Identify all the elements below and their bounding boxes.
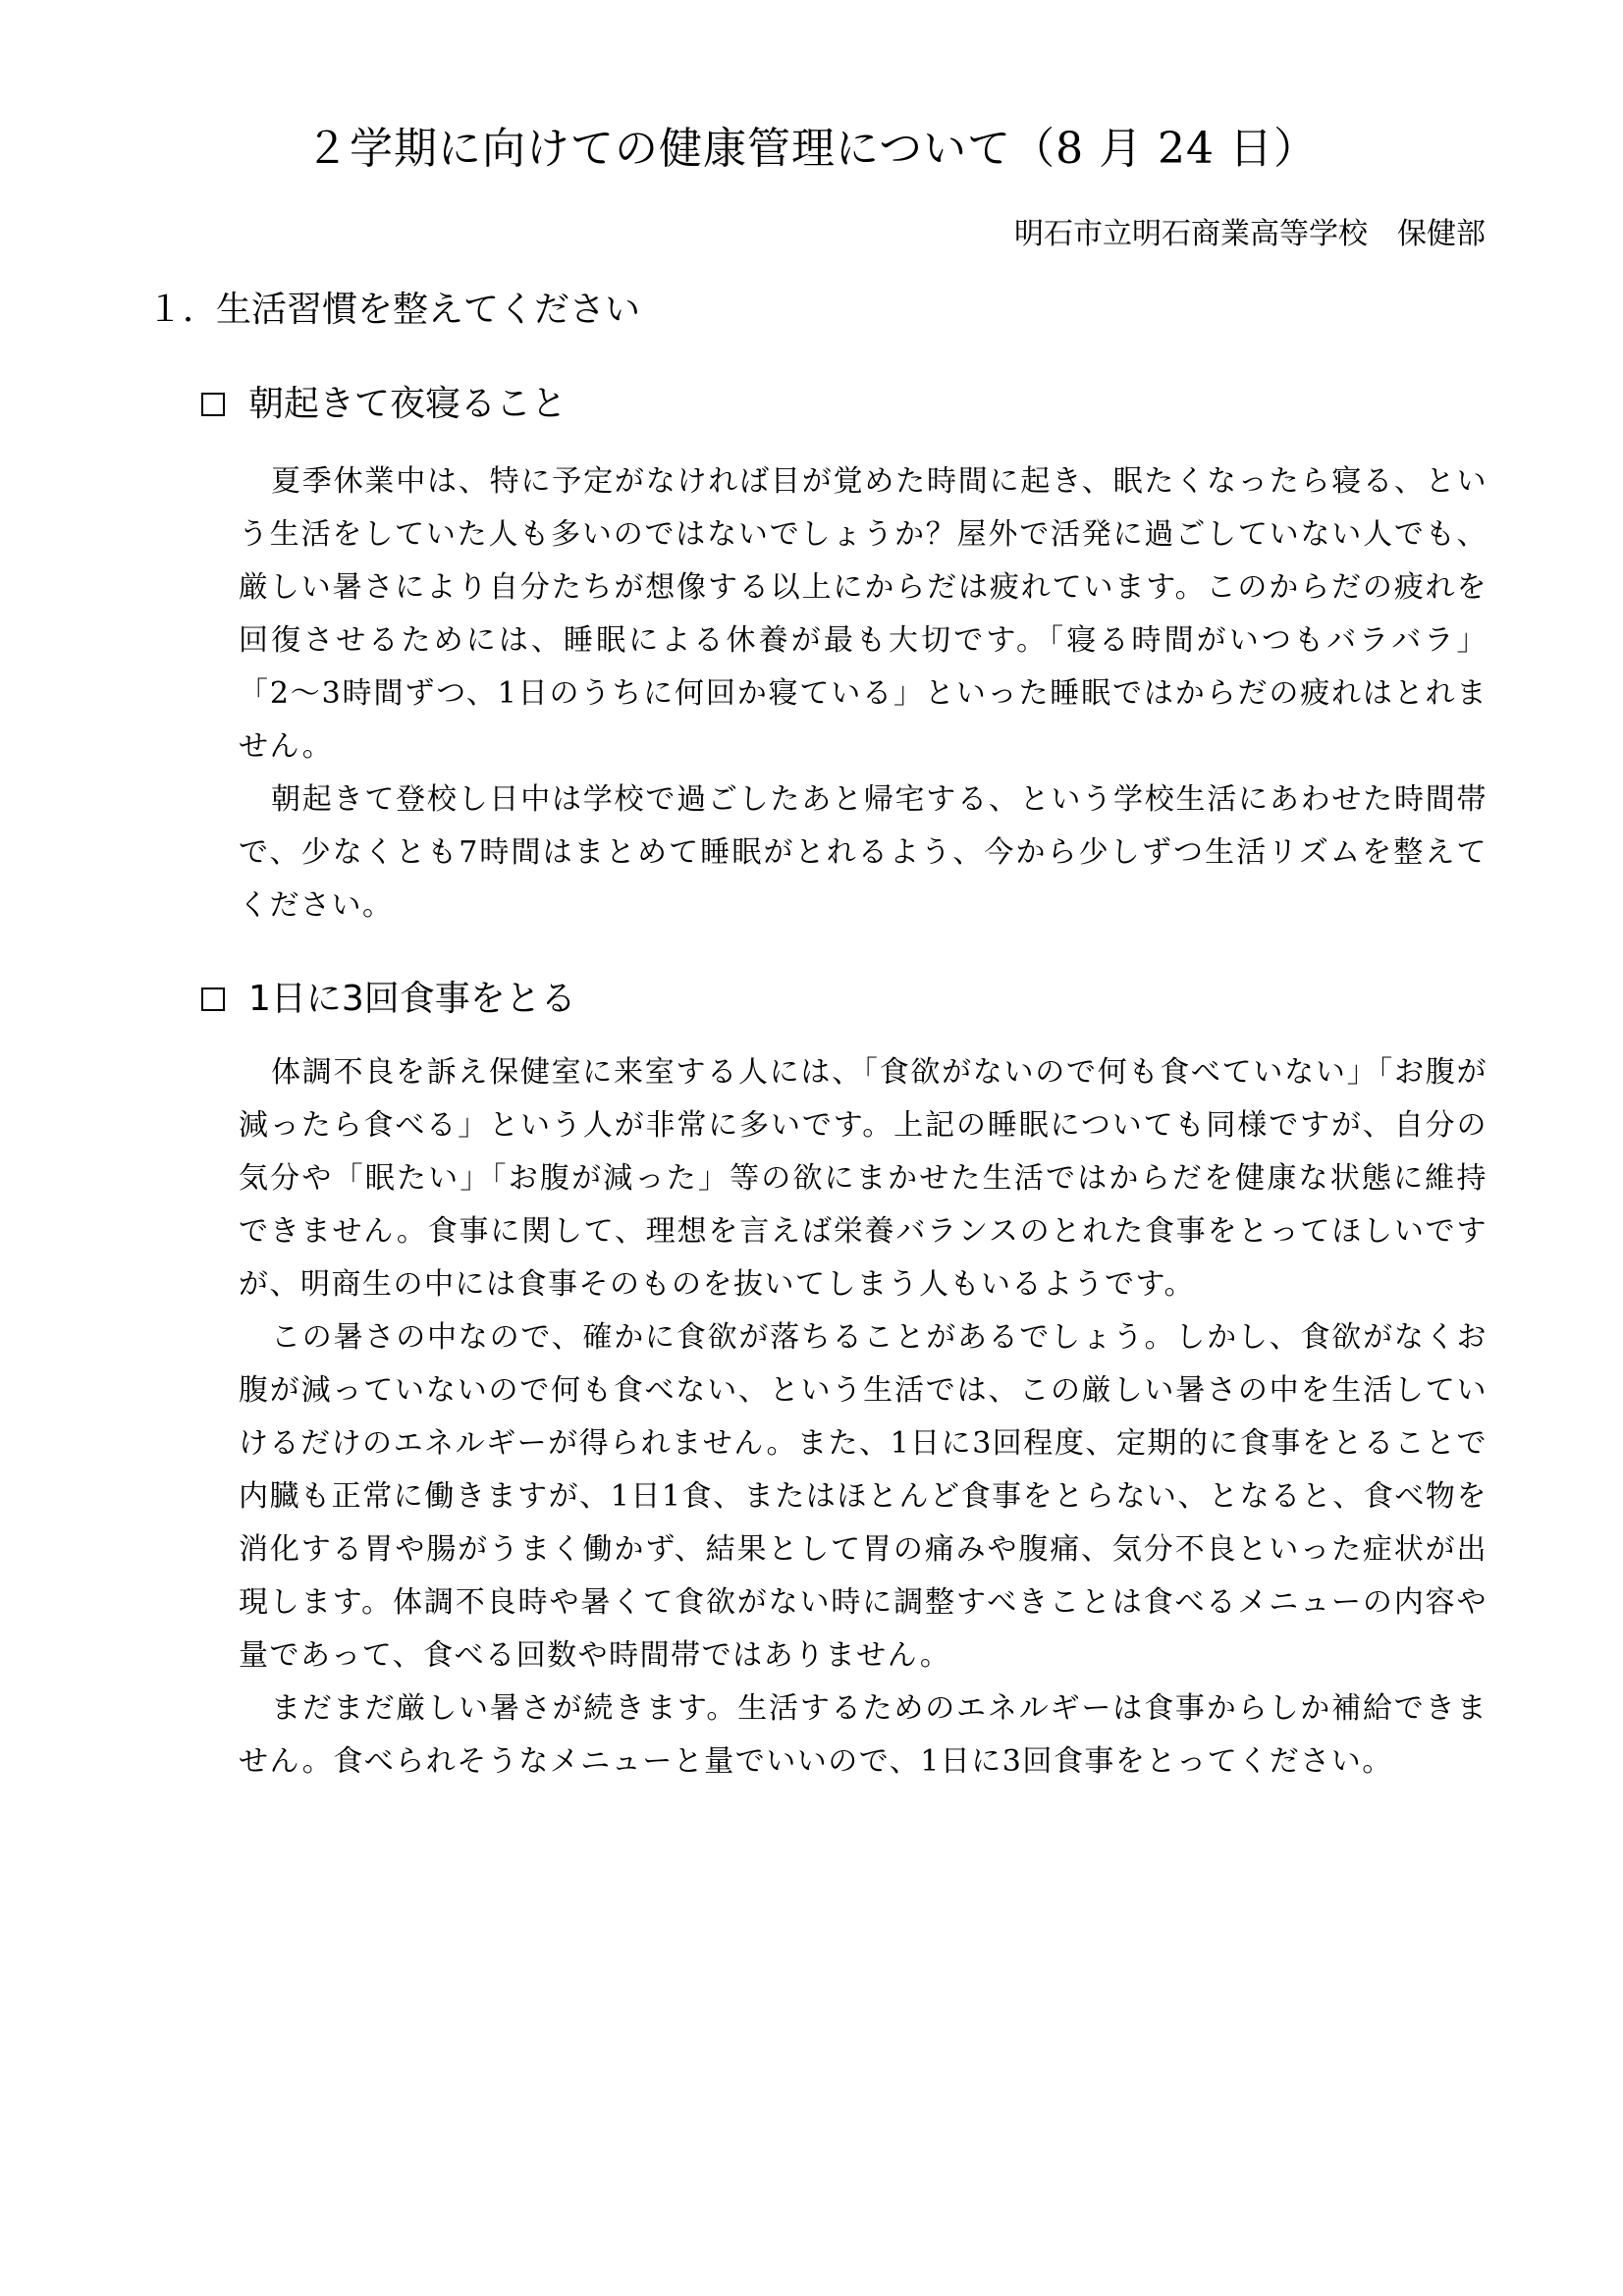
- paragraph: この暑さの中なので、確かに食欲が落ちることがあるでしょう。しかし、食欲がなくお腹が減っていないので何も食べない、という生活では、この厳しい暑さの中を生活していけるだけのエネルギーが得られません。また、1日に3回程度、定期的に食事をとることで内臓も正常に働きますが、1日1食、またはほとんど食事をとらない、となると、食べ物を消化する胃や腸がうまく働かず、結果として胃の痛みや腹痛、気分不良といった症状が出現します。体調不良時や暑くて食欲がない時に調整すべきことは食べるメニューの内容や量であって、食べる回数や時間帯ではありません。: [239, 1320, 1488, 1673]
- checkbox-icon: [201, 393, 225, 416]
- paragraph: 朝起きて登校し日中は学校で過ごしたあと帰宅する、という学校生活にあわせた時間帯で、少なくとも7時間はまとめて睡眠がとれるよう、今から少しずつ生活リズムを整えてください。: [239, 782, 1488, 923]
- subsection-heading-sleep: [201, 381, 567, 428]
- subsection-heading-meals: [201, 976, 576, 1023]
- organization-name: 明石市立明石商業高等学校 保健部: [1014, 217, 1486, 251]
- subsection-title: 1日に3回食事をとる: [248, 979, 576, 1019]
- section-title: 生活習慣を整えてください: [216, 290, 641, 330]
- document-title: ２学期に向けての健康管理について（8 月 24 日）: [304, 124, 1319, 174]
- paragraph: 体調不良を訴え保健室に来室する人には、「食欲がないので何も食べていない」「お腹が減ったら食べる」という人が非常に多いです。上記の睡眠についても同様ですが、自分の気分や「眠たい」「お腹が減った」等の欲にまかせた生活ではからだを健康な状態に維持できません。食事に関して、理想を言えば栄養バランスのとれた食事をとってほしいですが、明商生の中には食事そのものを抜いてしまう人もいるようです。: [239, 1055, 1488, 1302]
- paragraph: まだまだ厳しい暑さが続きます。生活するためのエネルギーは食事からしか補給できません。食べられそうなメニューと量でいいので、1日に3回食事をとってください。: [239, 1691, 1488, 1779]
- subsection-title: 朝起きて夜寝ること: [248, 384, 568, 424]
- paragraph: 夏季休業中は、特に予定がなければ目が覚めた時間に起き、眠たくなったら寝る、という生活をしていた人も多いのではないでしょうか？屋外で活発に過ごしていない人でも、厳しい暑さにより自分たちが想像する以上にからだは疲れています。このからだの疲れを回復させるためには、睡眠による休養が最も大切です。「寝る時間がいつもバラバラ」「2〜3時間ずつ、1日のうちに何回か寝ている」といった睡眠ではからだの疲れはとれません。: [239, 464, 1488, 764]
- section-number: １．: [147, 290, 219, 330]
- subsection-body-meals: [239, 1046, 1488, 1789]
- section-heading: [147, 287, 640, 334]
- checkbox-icon: [201, 988, 225, 1011]
- subsection-body-sleep: [239, 455, 1488, 933]
